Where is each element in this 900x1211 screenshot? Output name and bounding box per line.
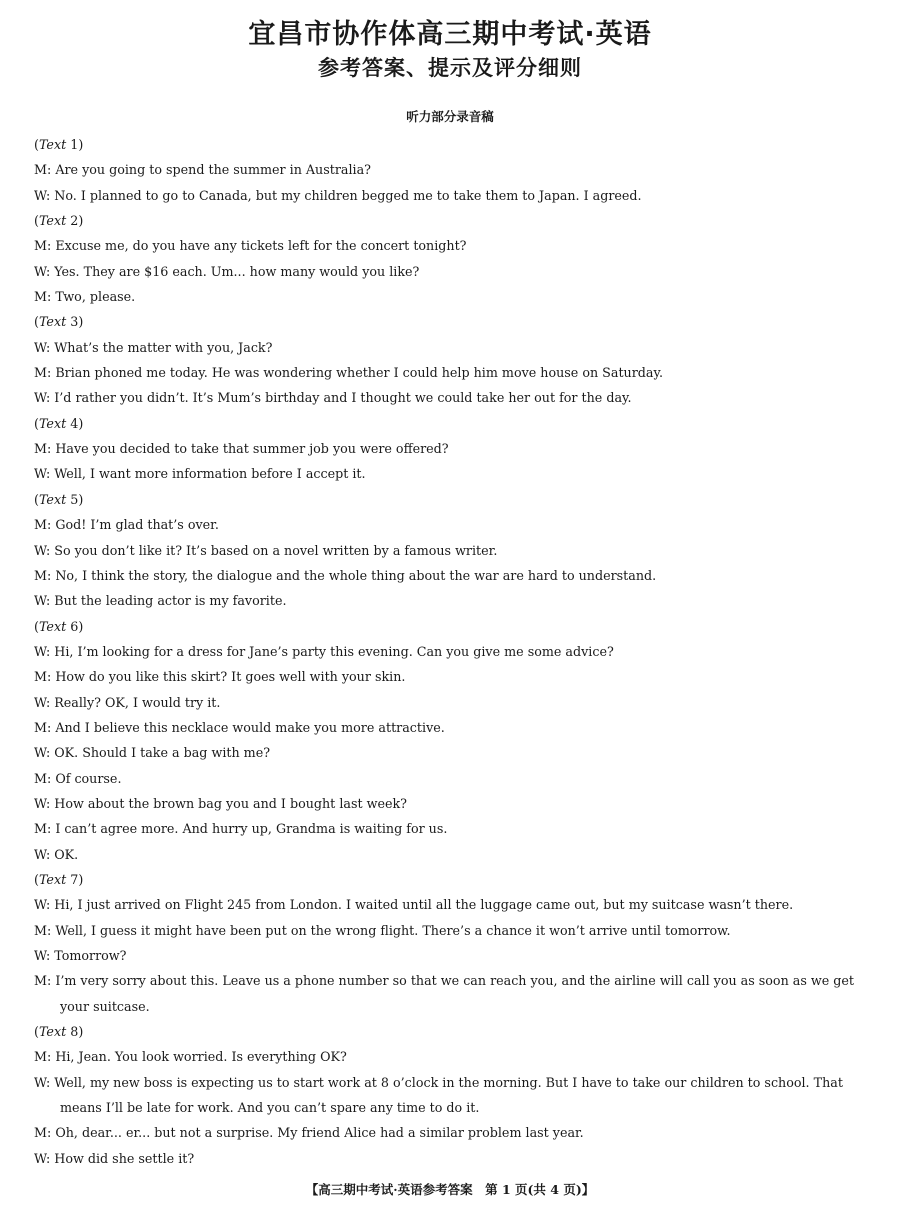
text-label-word: Text [38, 314, 67, 330]
text-number: 1 [70, 137, 79, 152]
dialogue-line: W: Tomorrow? [34, 948, 127, 963]
text-label: (Text 1) [34, 137, 84, 152]
dialogue-text: And I believe this necklace would make you more attractive. [55, 719, 445, 735]
text-block [34, 867, 874, 1019]
text-block [34, 309, 874, 410]
speaker-label: M [34, 365, 47, 381]
dialogue-line: M: How do you like this skirt? It goes well with your skin. [34, 669, 406, 685]
text-label-word: Text [38, 1024, 67, 1040]
speaker-label: M [34, 238, 47, 254]
speaker-label: M [34, 922, 47, 938]
text-number: 8 [70, 1024, 79, 1040]
text-block [34, 614, 874, 867]
text-number: 5 [70, 491, 79, 507]
text-number: 7 [70, 871, 79, 887]
speaker-label: W [34, 745, 46, 761]
speaker-label: W [34, 339, 46, 355]
section-title: 听力部分录音稿 [406, 109, 494, 124]
text-label: (Text 8) [34, 1024, 84, 1040]
page-footer: 【高三期中考试·英语参考答案 第 1 页(共 4 页)】 [305, 1182, 595, 1197]
dialogue-line: M: And I believe this necklace would make you more attractive. [34, 719, 445, 735]
dialogue-text: Hi, Jean. You look worried. Is everything OK? [55, 1049, 347, 1065]
speaker-label: M [34, 1049, 47, 1065]
text-label-word: Text [38, 137, 67, 152]
dialogue-line: W: How did she settle it? [34, 1150, 195, 1166]
dialogue-line: W: OK. Should I take a bag with me? [34, 745, 271, 761]
document-title: 宜昌市协作体高三期中考试·英语 [248, 19, 652, 50]
dialogue-line: W: What’s the matter with you, Jack? [34, 339, 273, 355]
speaker-label: W [34, 263, 46, 279]
dialogue-line: W: Hi, I’m looking for a dress for Jane’s party this evening. Can you give me some advice? [34, 643, 614, 659]
dialogue-text: I’m very sorry about this. Leave us a phone number so that we can reach you, and the airline will call you as soon as we get your suitcase. [55, 973, 855, 1014]
dialogue-line: W: So you don’t like it? It’s based on a novel written by a famous writer. [34, 542, 498, 558]
dialogue-text: Two, please. [55, 289, 136, 305]
text-label: (Text 5) [34, 491, 84, 507]
speaker-label: W [34, 948, 46, 963]
speaker-label: M [34, 669, 47, 685]
dialogue-text: So you don’t like it? It’s based on a novel written by a famous writer. [54, 542, 498, 558]
speaker-label: M [34, 517, 47, 533]
dialogue-line: M: No, I think the story, the dialogue and the whole thing about the war are hard to understand. [34, 567, 657, 583]
dialogue-text: Tomorrow? [54, 948, 127, 963]
speaker-label: W [34, 187, 46, 203]
dialogue-line: M: Oh, dear... er... but not a surprise. My friend Alice had a similar problem last year. [34, 1125, 584, 1141]
dialogue-line: W: Well, my new boss is expecting us to start work at 8 o’clock in the morning. But I have to take our children to school. That means I’ll be late for work. And you can’t spare any time to do it. [34, 1074, 843, 1116]
text-label: (Text 7) [34, 871, 84, 887]
speaker-label: W [34, 1150, 46, 1166]
dialogue-text: Have you decided to take that summer job you were offered? [55, 441, 449, 457]
text-label-word: Text [38, 491, 67, 507]
text-number: 6 [70, 618, 79, 634]
dialogue-text: But the leading actor is my favorite. [54, 593, 287, 609]
speaker-label: W [34, 897, 46, 913]
dialogue-line: W: Hi, I just arrived on Flight 245 from London. I waited until all the luggage came out, but my suitcase wasn’t there. [34, 897, 794, 913]
speaker-label: M [34, 289, 47, 305]
text-label-word: Text [38, 618, 67, 634]
speaker-label: W [34, 542, 46, 558]
dialogue-text: Hi, I just arrived on Flight 245 from London. I waited until all the luggage came out, but my suitcase wasn’t there. [54, 897, 794, 913]
dialogue-text: Oh, dear... er... but not a surprise. My friend Alice had a similar problem last year. [55, 1125, 584, 1141]
speaker-label: W [34, 593, 46, 609]
dialogue-text: OK. Should I take a bag with me? [54, 745, 271, 761]
dialogue-text: OK. [54, 846, 79, 862]
text-label-word: Text [38, 415, 67, 431]
speaker-label: M [34, 719, 47, 735]
dialogue-text: Well, I want more information before I accept it. [54, 466, 366, 482]
text-label-word: Text [38, 213, 67, 229]
dialogue-text: How did she settle it? [54, 1150, 195, 1166]
speaker-label: W [34, 694, 46, 710]
dialogue-text: Really? OK, I would try it. [54, 694, 221, 710]
dialogue-line: M: Have you decided to take that summer job you were offered? [34, 441, 449, 457]
speaker-label: W [34, 466, 46, 482]
text-block [34, 208, 874, 309]
speaker-label: M [34, 567, 47, 583]
speaker-label: M [34, 1125, 47, 1141]
text-block [34, 487, 874, 614]
text-block [34, 1019, 874, 1171]
dialogue-line: W: Really? OK, I would try it. [34, 694, 221, 710]
dialogue-line: W: I’d rather you didn’t. It’s Mum’s birthday and I thought we could take her out for the day. [34, 390, 632, 406]
dialogue-text: No, I think the story, the dialogue and the whole thing about the war are hard to understand. [55, 567, 657, 583]
dialogue-line: M: Are you going to spend the summer in Australia? [34, 162, 371, 178]
speaker-label: W [34, 1074, 46, 1090]
text-label: (Text 4) [34, 415, 84, 431]
dialogue-text: Excuse me, do you have any tickets left for the concert tonight? [55, 238, 467, 254]
dialogue-line: M: Hi, Jean. You look worried. Is everything OK? [34, 1049, 347, 1065]
speaker-label: M [34, 821, 47, 837]
dialogue-text: Well, I guess it might have been put on the wrong flight. There’s a chance it won’t arrive until tomorrow. [55, 922, 731, 938]
dialogue-line: W: Well, I want more information before I accept it. [34, 466, 366, 482]
dialogue-text: No. I planned to go to Canada, but my children begged me to take them to Japan. I agreed. [54, 187, 642, 203]
speaker-label: M [34, 162, 47, 178]
text-label: (Text 6) [34, 618, 84, 634]
dialogue-line: M: God! I’m glad that’s over. [34, 517, 219, 533]
text-block [34, 411, 874, 487]
speaker-label: M [34, 441, 47, 457]
dialogue-text: God! I’m glad that’s over. [55, 517, 219, 533]
text-label-word: Text [38, 871, 67, 887]
dialogue-line: W: But the leading actor is my favorite. [34, 593, 287, 609]
speaker-label: W [34, 795, 46, 811]
text-label: (Text 2) [34, 213, 84, 229]
dialogue-line: M: Two, please. [34, 289, 136, 305]
dialogue-text: What’s the matter with you, Jack? [54, 339, 273, 355]
dialogue-line: W: How about the brown bag you and I bought last week? [34, 795, 407, 811]
speaker-label: M [34, 770, 47, 786]
dialogue-line: M: I’m very sorry about this. Leave us a phone number so that we can reach you, and the airline will call you as soon as we get your suitcase. [34, 973, 855, 1014]
text-number: 4 [70, 415, 79, 431]
speaker-label: W [34, 643, 46, 659]
dialogue-line: W: Yes. They are $16 each. Um... how many would you like? [34, 263, 420, 279]
speaker-label: M [34, 973, 47, 989]
document-subtitle: 参考答案、提示及评分细则 [318, 56, 582, 80]
speaker-label: W [34, 390, 46, 406]
dialogue-text: I can’t agree more. And hurry up, Grandma is waiting for us. [55, 821, 448, 837]
dialogue-text: Of course. [55, 770, 122, 786]
dialogue-text: Yes. They are $16 each. Um... how many would you like? [54, 263, 420, 279]
dialogue-line: M: Of course. [34, 770, 122, 786]
text-block [34, 132, 874, 208]
dialogue-line: M: Excuse me, do you have any tickets left for the concert tonight? [34, 238, 467, 254]
listening-script [34, 132, 874, 1171]
dialogue-text: Are you going to spend the summer in Australia? [55, 162, 371, 178]
dialogue-line: M: Brian phoned me today. He was wondering whether I could help him move house on Saturday. [34, 365, 663, 381]
dialogue-line: M: I can’t agree more. And hurry up, Grandma is waiting for us. [34, 821, 448, 837]
dialogue-text: Brian phoned me today. He was wondering whether I could help him move house on Saturday. [55, 365, 663, 381]
text-label: (Text 3) [34, 314, 84, 330]
dialogue-line: M: Well, I guess it might have been put on the wrong flight. There’s a chance it won’t arrive until tomorrow. [34, 922, 731, 938]
dialogue-line: W: No. I planned to go to Canada, but my children begged me to take them to Japan. I agreed. [34, 187, 642, 203]
dialogue-line: W: OK. [34, 846, 79, 862]
dialogue-text: Well, my new boss is expecting us to start work at 8 o’clock in the morning. But I have to take our children to school. That means I’ll be late for work. And you can’t spare any time to do it. [54, 1074, 843, 1116]
dialogue-text: How about the brown bag you and I bought last week? [54, 795, 407, 811]
text-number: 2 [70, 213, 79, 229]
dialogue-text: I’d rather you didn’t. It’s Mum’s birthday and I thought we could take her out for the day. [54, 390, 632, 406]
dialogue-text: Hi, I’m looking for a dress for Jane’s party this evening. Can you give me some advice? [54, 643, 614, 659]
speaker-label: W [34, 846, 46, 862]
dialogue-text: How do you like this skirt? It goes well with your skin. [55, 669, 406, 685]
text-number: 3 [70, 314, 79, 330]
